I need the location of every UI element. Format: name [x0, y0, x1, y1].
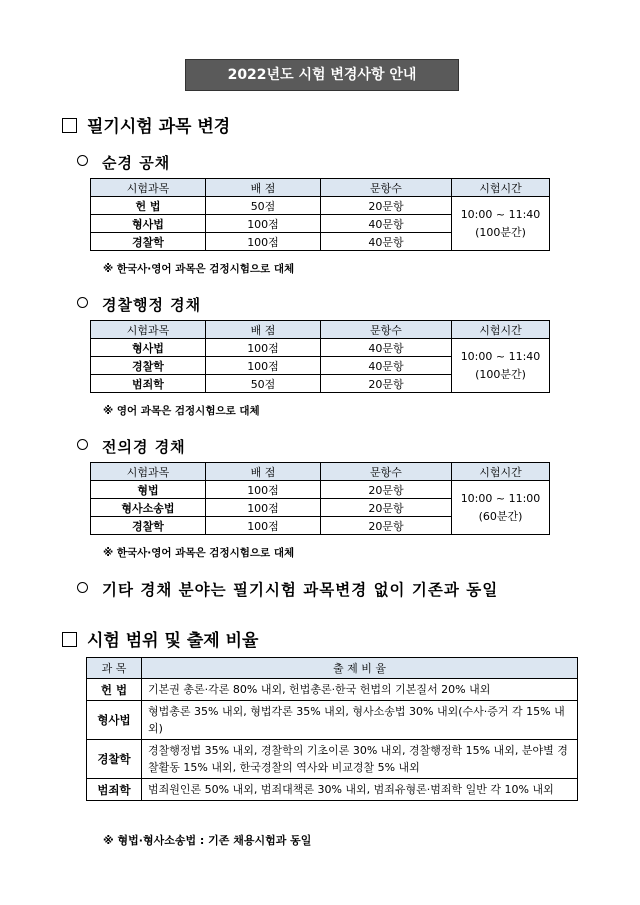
header-score: 배 점	[206, 179, 321, 197]
subheading-sungyeong: 순경 공채	[77, 152, 170, 173]
table-row: 경찰학 100점 20문항	[91, 517, 550, 535]
table-row: 경찰학 100점 40문항	[91, 233, 550, 251]
note-conscript: ※ 한국사·영어 과목은 검정시험으로 대체	[103, 547, 295, 559]
subheading-conscript: 전의경 경채	[77, 436, 186, 457]
scope-table	[86, 657, 578, 801]
circle-bullet-icon	[77, 582, 88, 593]
square-bullet-icon	[62, 118, 77, 133]
exam-time-cell: 10:00 ~ 11:40 (100분간)	[452, 339, 550, 393]
table-header-row	[91, 179, 550, 197]
table-row: 경찰학 100점 40문항	[91, 357, 550, 375]
footnote: ※ 형법·형사소송법 : 기존 채용시험과 동일	[103, 834, 312, 847]
exam-time-cell: 10:00 ~ 11:40 (100분간)	[452, 197, 550, 251]
table-header-row: 시험과목 배 점 문항수 시험시간	[91, 463, 550, 481]
table-row: 형사법 형법총론 35% 내외, 형법각론 35% 내외, 형사소송법 30% 내외(수사·증거 각 15% 내외)	[87, 701, 578, 740]
other-recruit-note: 기타 경채 분야는 필기시험 과목변경 없이 기존과 동일	[77, 578, 498, 600]
note-sungyeong: ※ 한국사·영어 과목은 검정시험으로 대체	[103, 263, 295, 275]
header-time: 시험시간	[452, 179, 550, 197]
section-heading-scope: 시험 범위 및 출제 비율	[62, 626, 258, 651]
square-bullet-icon	[62, 632, 77, 647]
subheading-police-admin: 경찰행정 경채	[77, 294, 201, 315]
exam-table-sungyeong	[90, 178, 550, 251]
table-row: 형사법 100점 40문항 10:00 ~ 11:40 (100분간)	[91, 339, 550, 357]
header-subject: 시험과목	[91, 179, 206, 197]
table-row: 범죄학 범죄원인론 50% 내외, 범죄대책론 30% 내외, 범죄유형론·범죄학 일반 각 10% 내외	[87, 779, 578, 801]
exam-table-conscript	[90, 462, 550, 535]
header-questions: 문항수	[321, 179, 452, 197]
table-row: 범죄학 50점 20문항	[91, 375, 550, 393]
table-row: 형법 100점 20문항 10:00 ~ 11:00 (60분간)	[91, 481, 550, 499]
page-title: 2022년도 시험 변경사항 안내	[185, 59, 459, 91]
note-police-admin: ※ 영어 과목은 검정시험으로 대체	[103, 405, 260, 417]
section-heading-subject-change: 필기시험 과목 변경	[62, 112, 230, 137]
circle-bullet-icon	[77, 297, 88, 308]
table-row: 헌 법 기본권 총론·각론 80% 내외, 헌법총론·한국 헌법의 기본질서 20% 내외	[87, 679, 578, 701]
circle-bullet-icon	[77, 439, 88, 450]
header-subject: 과 목	[87, 658, 142, 679]
table-row: 형사소송법 100점 20문항	[91, 499, 550, 517]
table-header-row	[87, 658, 578, 679]
table-row: 헌 법 50점 20문항 10:00 ~ 11:40 (100분간)	[91, 197, 550, 215]
exam-time-cell: 10:00 ~ 11:00 (60분간)	[452, 481, 550, 535]
table-header-row: 시험과목 배 점 문항수 시험시간	[91, 321, 550, 339]
exam-table-police-admin	[90, 320, 550, 393]
circle-bullet-icon	[77, 155, 88, 166]
header-ratio: 출 제 비 율	[142, 658, 578, 679]
table-row: 경찰학 경찰행정법 35% 내외, 경찰학의 기초이론 30% 내외, 경찰행정학 15% 내외, 분야별 경찰활동 15% 내외, 한국경찰의 역사와 비교경찰 5% 내외	[87, 740, 578, 779]
table-row: 형사법 100점 40문항	[91, 215, 550, 233]
